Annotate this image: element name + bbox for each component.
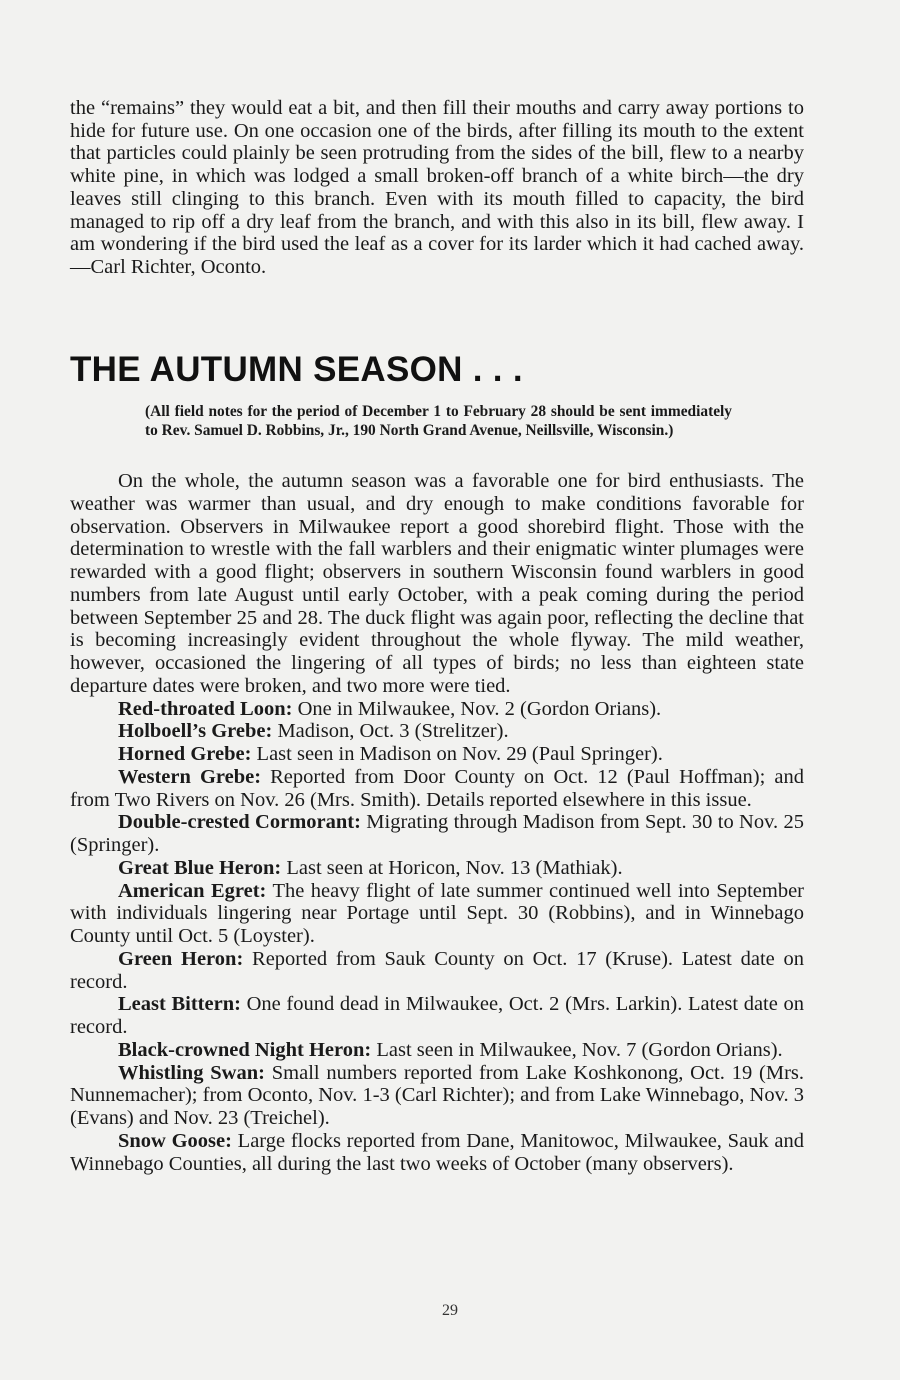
species-text: Last seen in Madison on Nov. 29 (Paul Springer).	[256, 743, 663, 765]
species-name: American Egret:	[118, 879, 267, 902]
species-name: Green Heron:	[118, 947, 244, 970]
species-name: Least Bittern:	[118, 993, 241, 1016]
species-name: Western Grebe:	[118, 765, 262, 788]
species-text: One in Milwaukee, Nov. 2 (Gordon Orians).	[297, 697, 662, 720]
species-text: Madison, Oct. 3 (Strelitzer).	[277, 720, 509, 743]
species-record	[70, 720, 804, 743]
species-record	[70, 743, 804, 766]
opening-paragraph: the “remains” they would eat a bit, and then fill their mouths and carry away portions to hide for future use. On one occasion one of the birds, after filling its mouth to the extent that particles could plainly be seen protruding from the sides of the bill, flew to a nearby white pine, in which was lodged a small broken-off branch of a white birch—the dry leaves still clinging to this branch. Even with its mouth filled to capacity, the bird managed to rip off a dry leaf from the branch, and with this also in its bill, flew away. I am wondering if the bird used the leaf as a cover for its larder which it had cached away.—Carl Richter, Oconto.	[70, 97, 804, 278]
species-record	[70, 698, 804, 721]
field-notes-instruction: (All field notes for the period of December 1 to February 28 should be sent immediately to Rev. Samuel D. Robbins, Jr., 190 North Grand Avenue, Neillsville, Wisconsin.)	[145, 403, 732, 440]
species-record	[70, 1039, 804, 1062]
species-name: Great Blue Heron:	[118, 856, 282, 879]
species-record	[70, 1130, 804, 1176]
section-title: THE AUTUMN SEASON . . .	[70, 350, 523, 389]
season-report	[70, 470, 804, 1175]
species-name: Double-crested Cormorant:	[118, 811, 361, 834]
species-text: The heavy flight of late summer continued well into September with individuals lingering near Portage until Sept. 30 (Robbins), and in Winnebago County until Oct. 5 (Loyster).	[70, 879, 804, 947]
species-name: Black-crowned Night Heron:	[118, 1038, 372, 1061]
species-name: Holboell’s Grebe:	[118, 720, 273, 743]
species-text: Large flocks reported from Dane, Manitowoc, Milwaukee, Sauk and Winnebago Counties, all during the last two weeks of October (many observers).	[70, 1129, 804, 1175]
species-name: Whistling Swan:	[118, 1061, 265, 1084]
species-text: Migrating through Madison from Sept. 30 to Nov. 25 (Springer).	[70, 811, 804, 856]
species-text: One found dead in Milwaukee, Oct. 2 (Mrs. Larkin). Latest date on record.	[70, 993, 804, 1038]
page-number: 29	[442, 1302, 458, 1319]
species-text: Last seen in Milwaukee, Nov. 7 (Gordon Orians).	[376, 1038, 783, 1061]
species-record	[70, 880, 804, 948]
species-text: Reported from Sauk County on Oct. 17 (Kruse). Latest date on record.	[70, 947, 805, 993]
species-record	[70, 857, 804, 880]
species-name: Horned Grebe:	[118, 743, 252, 765]
species-text: Small numbers reported from Lake Koshkonong, Oct. 19 (Mrs. Nunnemacher); from Oconto, Nov. 1-3 (Carl Richter); and from Lake Winnebago, Nov. 3 (Evans) and Nov. 23 (Treichel).	[70, 1061, 804, 1129]
species-record	[70, 1062, 804, 1130]
species-record	[70, 811, 804, 857]
species-text: Last seen at Horicon, Nov. 13 (Mathiak).	[286, 856, 623, 879]
species-record	[70, 948, 804, 994]
species-record	[70, 766, 804, 812]
species-record	[70, 993, 804, 1039]
species-name: Snow Goose:	[118, 1129, 232, 1152]
species-text: Reported from Door County on Oct. 12 (Paul Hoffman); and from Two Rivers on Nov. 26 (Mrs. Smith). Details reported elsewhere in this issue.	[70, 765, 804, 811]
species-name: Red-throated Loon:	[118, 697, 293, 720]
intro-paragraph: On the whole, the autumn season was a favorable one for bird enthusiasts. The weather was warmer than usual, and dry enough to make conditions favorable for observation. Observers in Milwaukee report a good shorebird flight. Those with the determination to wrestle with the fall warblers and their enigmatic winter plumages were rewarded with a good flight; observers in southern Wisconsin found warblers in good numbers from late August until early October, with a peak coming during the period between September 25 and 28. The duck flight was again poor, reflecting the decline that is becoming increasingly evident throughout the whole flyway. The mild weather, however, occasioned the lingering of all types of birds; no less than eighteen state departure dates were broken, and two more were tied.	[70, 470, 804, 697]
